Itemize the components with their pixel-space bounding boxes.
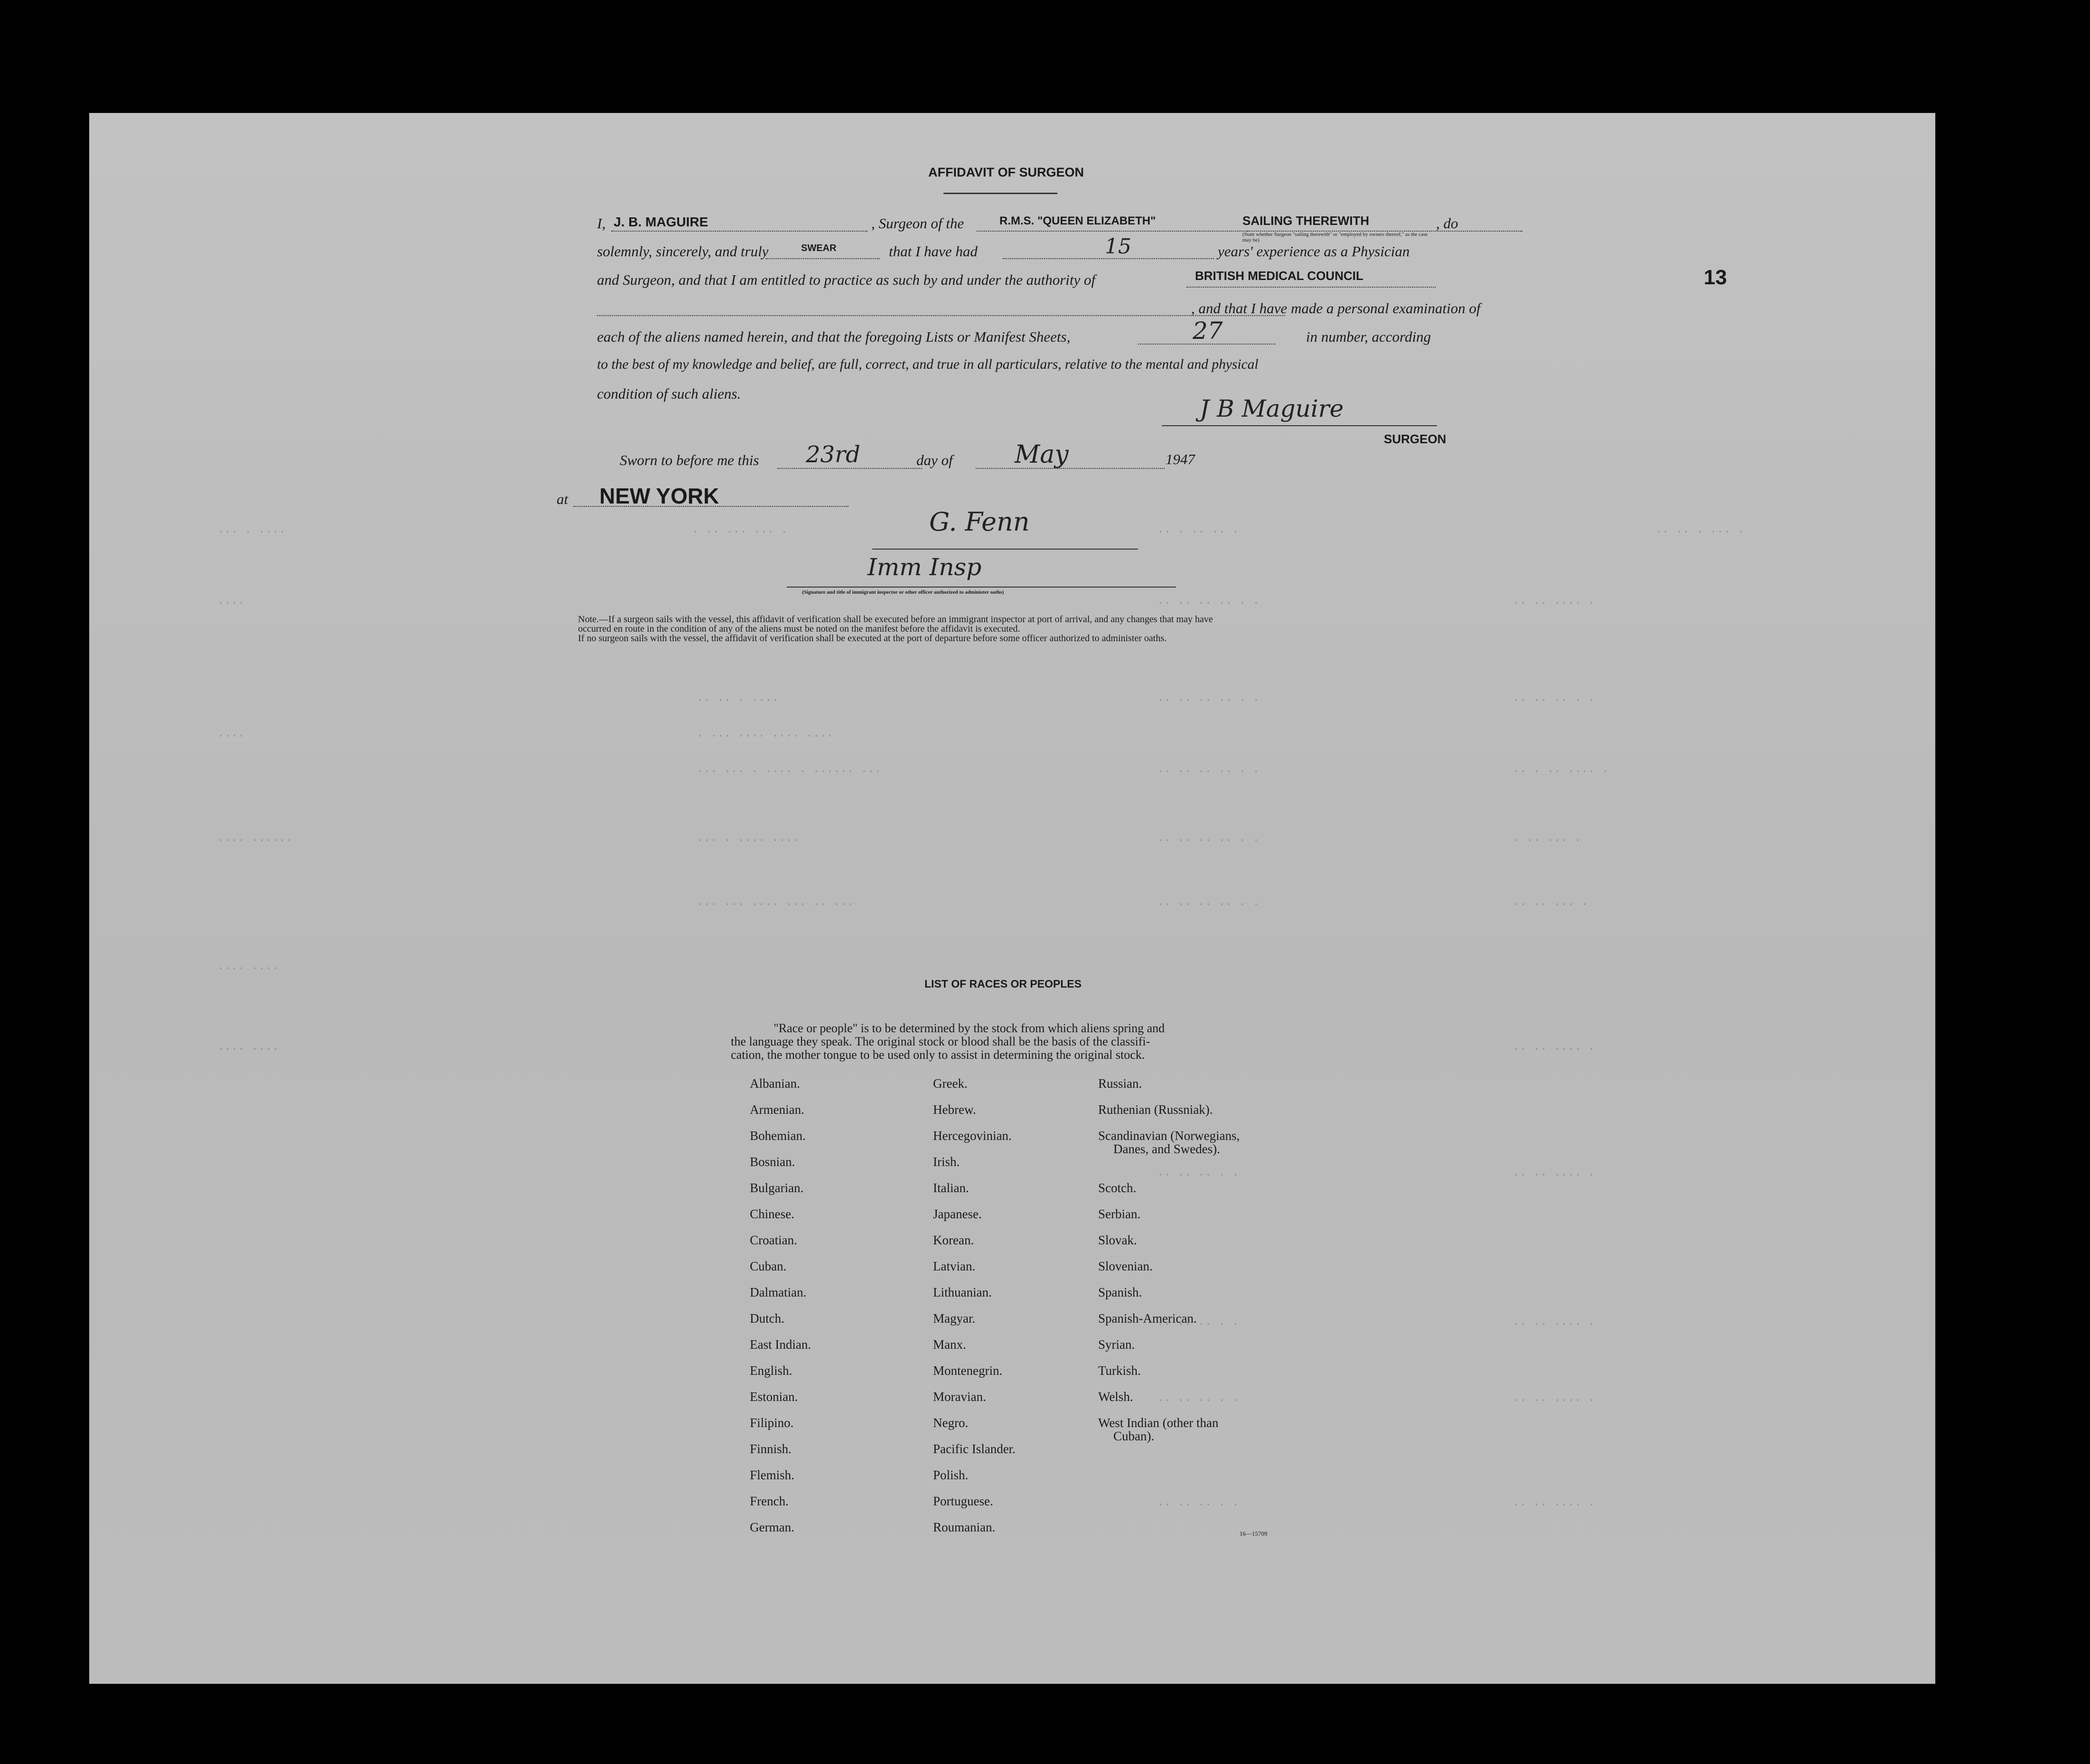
race-item: Latvian. (933, 1259, 976, 1273)
race-item: Dalmatian. (750, 1285, 807, 1299)
race-item: Welsh. (1098, 1390, 1133, 1404)
at-text: at (557, 491, 569, 507)
condition-text: condition of such aliens. (597, 385, 741, 402)
day-value: 23rd (806, 441, 860, 468)
that-had-text: that I have had (889, 243, 978, 260)
race-item: Irish. (933, 1155, 960, 1169)
and-surgeon-text: and Surgeon, and that I am entitled to practice as such by and under the authority of (597, 271, 1096, 288)
examination-text: , and that I have made a personal examination of (1191, 300, 1481, 317)
races-intro-2: the language they speak. The original stock or blood shall be the basis of the classifi- (731, 1035, 1150, 1048)
authority-value: BRITISH MEDICAL COUNCIL (1195, 269, 1363, 283)
note-line-2: occurred en route in the condition of any of the aliens must be noted on the manifest before the affidavit is executed. (578, 624, 1020, 634)
race-item: Cuban). (1113, 1429, 1155, 1443)
year-value: 1947 (1166, 451, 1195, 467)
race-item: Estonian. (750, 1390, 798, 1404)
swear-word: SWEAR (801, 243, 837, 253)
race-item: Moravian. (933, 1390, 986, 1404)
race-item: Chinese. (750, 1207, 794, 1221)
month-value: May (1015, 440, 1069, 469)
blank-field (597, 298, 1285, 316)
race-item: Russian. (1098, 1076, 1142, 1091)
surgeon-name: J. B. MAGUIRE (614, 215, 709, 229)
years-value: 15 (1105, 234, 1131, 259)
race-item: Filipino. (750, 1416, 794, 1430)
officer-rule-1 (872, 549, 1138, 550)
race-item: German. (750, 1520, 794, 1534)
document-page: ··· · ···· · ·· ··· ··· · ·· · ·· ·· · ·· ·· · ··· · ···· ·· ·· ·· ·· · · ·· ·· ···· · ·· ·· · ···· ·· ·· ·· ·· · · ·· ·· ·· · · ···· · ··· ···· ···· ···· ··· ··· · ···· · ······ ··· ·· ·· ·· ·· · · ·· · ·· ···· · ···· ······ ··· · ···· ···· ·· ·· ·· ·· · · · ·· ··· · ··· ··· ···· ··· ·· ··· ·· ·· ·· ·· · · ·· ·· ··· · ···· ···· ···· ···· ·· ·· ···· · ·· ·· ·· · · ·· ·· ···· · ·· ·· ·· · · ·· ·· ···· · ·· ·· ·· · · ·· ·· ···· · ·· ·· ·· · · ·· ·· ···· · 13 AFFIDAVIT OF SURGEON I, J. B. MAGUIRE , Surgeon of the R.M.S. "QUEEN ELIZABETH" SAILING THEREWITH , do (State whether Surgeon "sailing therewith" or "employed by owners thereof," as the case may be) solemnly, sincerely, and truly SWEAR that I have had 15 years' experience as a Physician and Surgeon, and that I am entitled to practice as such by and under the authority of BRITISH MEDICAL COUNCIL , and that I have made a personal examination of each of the aliens named herein, and that the foregoing Lists or Manifest Sheets, 27 in number, according to the best of my knowledge and belief, are full, correct, and true in all particulars, relative to the mental and physical condition of such aliens. J B Maguire SURGEON Sworn to before me this 23rd day of May 1947 at NEW YORK G. Fenn Imm Insp (Signature and title of immigrant inspector or other officer authorized to administer oaths) Note.—If a surgeon sails with the vessel, this affidavit of verification shall be executed before an immigrant inspector at port of arrival, and any changes that may have occurred en route in the condition of any of the aliens must be noted on the manifest before the affidavit is executed. If no surgeon sails with the vessel, the affidavit of verification shall be executed at the port of departure before some officer authorized to administer oaths. LIST OF RACES OR PEOPLES "Race or people" is to be determined by the stock from which aliens spring and the language they speak. The original stock or blood shall be the basis of the classifi- cation, the mother tongue to be used only to assist in determining the original stock. Albanian. Armenian. Bohemian. Bosnian. Bulgarian. Chinese. Croatian. Cuban. Dalmatian. Dutch. East Indian. English. Estonian. Filipino. Finnish. Flemish. French. German. Greek. Hebrew. Hercegovinian. Irish. Italian. Japanese. Korean. Latvian. Lithuanian. Magyar. Manx. Montenegrin. Moravian. Negro. Pacific Islander. Polish. Portuguese. Roumanian. Russian. Ruthenian (Russniak). Scandinavian (Norwegians, Danes, and Swedes). Scotch. Serbian. Slovak. Slovenian. Spanish. Spanish-American. Syrian. Turkish. Welsh. West Indian (other than Cuban). 16—15709 (89, 113, 1935, 1684)
day-of-text: day of (916, 452, 953, 468)
race-item: Finnish. (750, 1442, 792, 1456)
race-item: Hebrew. (933, 1102, 976, 1117)
races-intro-3: cation, the mother tongue to be used only to assist in determining the original stock. (731, 1048, 1145, 1062)
race-item: Lithuanian. (933, 1285, 992, 1299)
do-text: , do (1436, 215, 1458, 232)
sailing-note: (State whether Surgeon "sailing therewith" or "employed by owners thereof," as the case may be) (1242, 232, 1428, 243)
race-item: West Indian (other than (1098, 1416, 1219, 1430)
form-code: 16—15709 (1240, 1530, 1268, 1537)
place-value: NEW YORK (599, 484, 719, 508)
race-item: Spanish. (1098, 1285, 1142, 1299)
race-item: Japanese. (933, 1207, 982, 1221)
month-field (976, 451, 1165, 469)
each-alien-text: each of the aliens named herein, and that the foregoing Lists or Manifest Sheets, (597, 328, 1071, 345)
knowledge-text: to the best of my knowledge and belief, are full, correct, and true in all particulars, relative to the mental and physical (597, 357, 1259, 372)
race-item: Slovak. (1098, 1233, 1137, 1247)
pronoun-text: I, (597, 215, 606, 232)
officer-title: Imm Insp (868, 553, 982, 581)
race-item: English. (750, 1363, 793, 1378)
surgeon-signature: J B Maguire (1200, 395, 1344, 422)
race-item: Italian. (933, 1181, 969, 1195)
race-item: Serbian. (1098, 1207, 1141, 1221)
sheets-value: 27 (1193, 317, 1223, 345)
race-item: Scotch. (1098, 1181, 1137, 1195)
races-intro-1: "Race or people" is to be determined by the stock from which aliens spring and (774, 1021, 1165, 1035)
officer-caption: (Signature and title of immigrant inspector or other officer authorized to administer oaths) (802, 589, 1004, 595)
in-number-text: in number, according (1306, 328, 1431, 345)
race-item: Bulgarian. (750, 1181, 804, 1195)
race-item: Dutch. (750, 1311, 784, 1325)
officer-rule-2 (787, 587, 1176, 588)
race-item: Bosnian. (750, 1155, 795, 1169)
race-item: Polish. (933, 1468, 969, 1482)
race-item: Syrian. (1098, 1337, 1135, 1352)
ship-name: R.M.S. "QUEEN ELIZABETH" (999, 215, 1156, 227)
note-line-3: If no surgeon sails with the vessel, the affidavit of verification shall be executed at the port of departure before some officer authorized to administer oaths. (578, 633, 1167, 644)
race-item: Manx. (933, 1337, 966, 1352)
affidavit-title: AFFIDAVIT OF SURGEON (928, 165, 1084, 179)
race-item: Danes, and Swedes). (1113, 1142, 1220, 1156)
experience-text: years' experience as a Physician (1218, 243, 1410, 260)
signature-rule (1162, 425, 1437, 426)
race-item: Bohemian. (750, 1129, 806, 1143)
page-number: 13 (1704, 266, 1727, 289)
sailing-status: SAILING THEREWITH (1242, 214, 1370, 228)
race-item: Spanish-American. (1098, 1311, 1197, 1325)
race-item: East Indian. (750, 1337, 811, 1352)
race-item: Croatian. (750, 1233, 797, 1247)
surgeon-of-the-text: , Surgeon of the (871, 215, 964, 232)
race-item: Portuguese. (933, 1494, 993, 1508)
race-item: Armenian. (750, 1102, 804, 1117)
race-item: Montenegrin. (933, 1363, 1003, 1378)
race-item: Roumanian. (933, 1520, 996, 1534)
race-item: French. (750, 1494, 789, 1508)
race-item: Cuban. (750, 1259, 787, 1273)
race-item: Flemish. (750, 1468, 794, 1482)
sworn-text: Sworn to before me this (620, 452, 759, 468)
surgeon-label: SURGEON (1384, 432, 1446, 446)
solemnly-text: solemnly, sincerely, and truly (597, 243, 769, 260)
race-item: Hercegovinian. (933, 1129, 1012, 1143)
race-item: Albanian. (750, 1076, 800, 1091)
officer-signature: G. Fenn (929, 507, 1030, 537)
race-item: Greek. (933, 1076, 968, 1091)
race-item: Slovenian. (1098, 1259, 1153, 1273)
race-item: Scandinavian (Norwegians, (1098, 1129, 1240, 1143)
race-item: Magyar. (933, 1311, 976, 1325)
race-item: Korean. (933, 1233, 974, 1247)
race-item: Ruthenian (Russniak). (1098, 1102, 1213, 1117)
race-item: Pacific Islander. (933, 1442, 1016, 1456)
race-item: Negro. (933, 1416, 969, 1430)
title-rule (943, 193, 1057, 194)
note-line-1: Note.—If a surgeon sails with the vessel, this affidavit of verification shall be executed before an immigrant inspector at port of arrival, and any changes that may have (578, 614, 1213, 625)
race-item: Turkish. (1098, 1363, 1141, 1378)
races-title: LIST OF RACES OR PEOPLES (924, 978, 1082, 990)
